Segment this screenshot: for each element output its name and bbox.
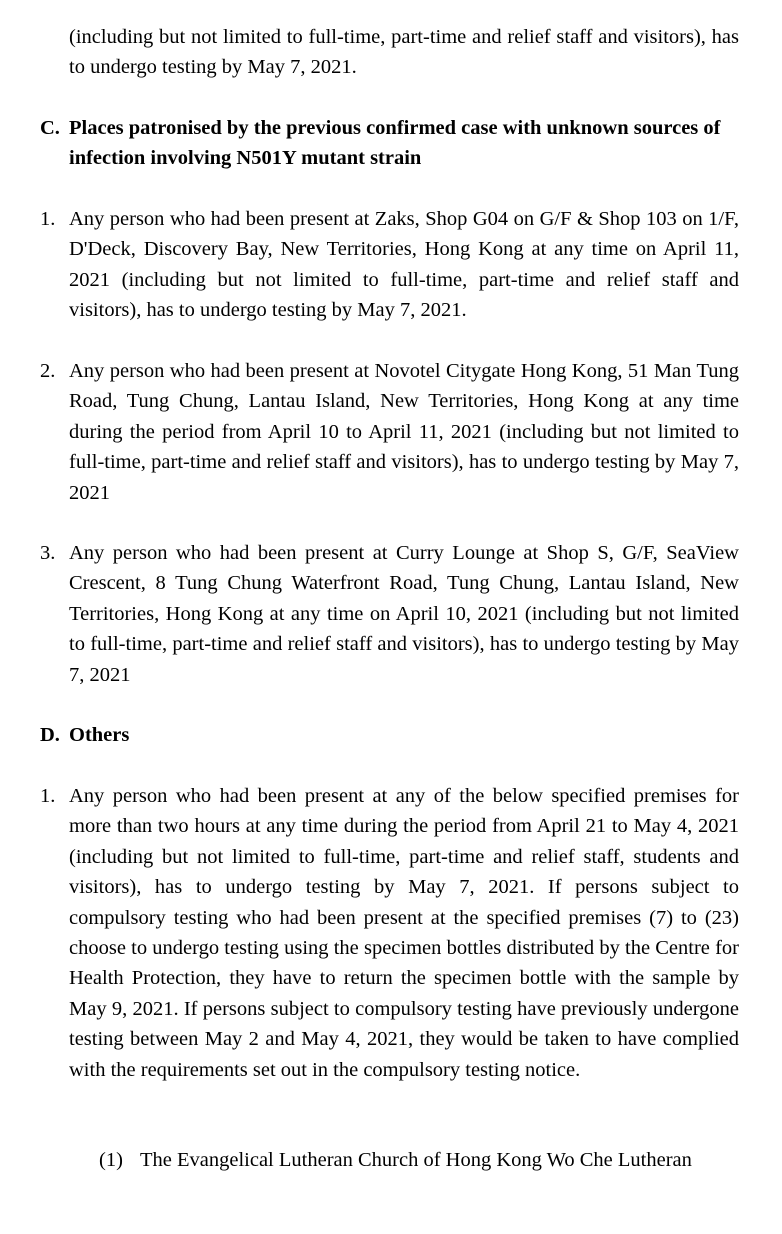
item-number: 2. <box>40 360 56 382</box>
section-d-letter: D. <box>40 724 60 746</box>
subitem-text: The Evangelical Lutheran Church of Hong Kong Wo Che Lutheran <box>140 1149 692 1171</box>
section-c-title: Places patronised by the previous confirmed case with unknown sources of infection involving N501Y mutant strain <box>69 117 721 170</box>
item-text: Any person who had been present at Novotel Citygate Hong Kong, 51 Man Tung Road, Tung Chung, Lantau Island, New Territories, Hong Kong at any time during the period from April 10 to April 11, 2021 (including but not limited to full-time, part-time and relief staff and visitors), has to undergo testing by May 7, 2021 <box>69 360 739 504</box>
item-number: 1. <box>40 208 56 230</box>
section-c-letter: C. <box>40 117 60 139</box>
continuation-paragraph: (including but not limited to full-time, part-time and relief staff and visitors), has to undergo testing by May 7, 2021. <box>69 26 739 79</box>
subitem-number: (1) <box>99 1149 123 1171</box>
item-number: 3. <box>40 542 56 564</box>
item-number: 1. <box>40 785 56 807</box>
section-d-title: Others <box>69 724 130 746</box>
item-text: Any person who had been present at Zaks, Shop G04 on G/F & Shop 103 on 1/F, D'Deck, Discovery Bay, New Territories, Hong Kong at any time on April 11, 2021 (including but not limited to full-time, part-time and relief staff and visitors), has to undergo testing by May 7, 2021. <box>69 208 739 322</box>
item-text: Any person who had been present at any of the below specified premises for more than two hours at any time during the period from April 21 to May 4, 2021 (including but not limited to full-time, part-time and relief staff, students and visitors), has to undergo testing by May 7, 2021. If persons subject to compulsory testing who had been present at the specified premises (7) to (23) choose to undergo testing using the specimen bottles distributed by the Centre for Health Protection, they have to return the specimen bottle with the sample by May 9, 2021. If persons subject to compulsory testing have previously undergone testing between May 2 and May 4, 2021, they would be taken to have complied with the requirements set out in the compulsory testing notice. <box>69 785 739 1081</box>
item-text: Any person who had been present at Curry Lounge at Shop S, G/F, SeaView Crescent, 8 Tung Chung Waterfront Road, Tung Chung, Lantau Island, New Territories, Hong Kong at any time on April 10, 2021 (including but not limited to full-time, part-time and relief staff and visitors), has to undergo testing by May 7, 2021 <box>69 542 739 686</box>
